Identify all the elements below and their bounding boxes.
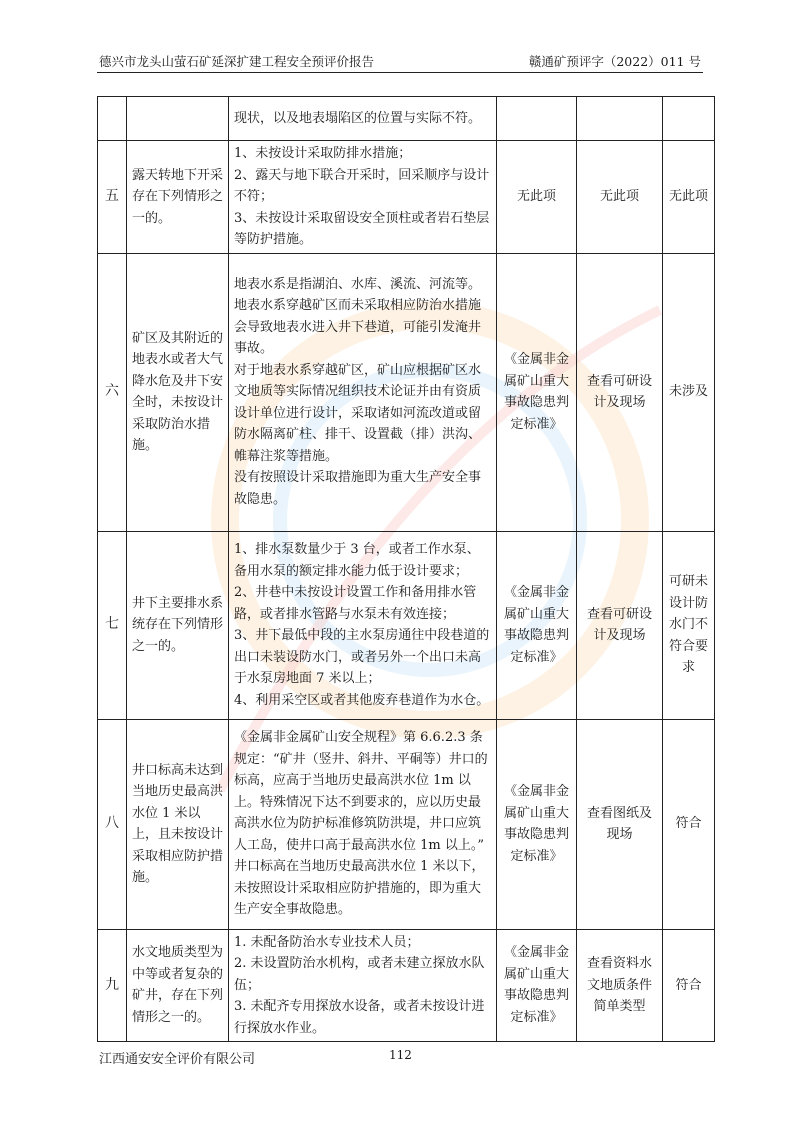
row-item: 井下主要排水系统存在下列情形之一的。 (127, 531, 229, 719)
row-number: 八 (98, 719, 127, 929)
row-content (229, 97, 497, 141)
content-paragraph: 《金属非金属矿山安全规程》第 6.6.2.3 条规定：“矿井（竖井、斜井、平硐等）井口的标高，应高于当地历史最高洪水位 1m 以上。特殊情况下达不到要求的，应以历史最高洪水位为防护标准修筑防洪堤，井口应筑人工岛，使井口高于最高洪水位 1m 以上。” (234, 730, 488, 853)
table-row (98, 97, 715, 141)
row-item: 水文地质类型为中等或者复杂的矿井，存在下列情形之一的。 (127, 929, 229, 1042)
row-method: 查看图纸及现场 (577, 719, 663, 929)
row-number: 七 (98, 531, 127, 719)
row-number: 五 (98, 141, 127, 254)
row-basis: 《金属非金属矿山重大事故隐患判定标准》 (497, 719, 577, 929)
content-paragraph: 对于地表水系穿越矿区，矿山应根据矿区水文地质等实际情况组织技术论证并由有资质设计单位进行设计，采取诸如河流改道或留防水隔离矿柱、排干、设置截（排）洪沟、帷幕注浆等措施。 (234, 362, 482, 464)
report-title: 德兴市龙头山萤石矿延深扩建工程安全预评价报告 (99, 54, 375, 69)
row-method: 查看可研设计及现场 (577, 253, 663, 531)
content-paragraph: 现状，以及地表塌陷区的位置与实际不符。 (234, 110, 482, 126)
row-method: 无此项 (577, 141, 663, 254)
content-paragraph: 1. 未配备防治水专业技术人员； (234, 934, 420, 950)
report-number: 赣通矿预评字（2022）011 号 (528, 54, 701, 69)
company-name: 江西通安安全评价有限公司 (99, 1052, 256, 1067)
row-content (229, 141, 497, 254)
row-content (229, 929, 497, 1042)
content-paragraph: 没有按照设计采取措施即为重大生产安全事故隐患。 (234, 470, 482, 507)
table-row (98, 929, 715, 1042)
row-method (577, 97, 663, 141)
row-content (229, 531, 497, 719)
row-item (127, 97, 229, 141)
row-result: 无此项 (663, 141, 715, 254)
row-result: 符合 (663, 719, 715, 929)
row-result: 未涉及 (663, 253, 715, 531)
row-number: 六 (98, 253, 127, 531)
row-number (98, 97, 127, 141)
hazard-table (97, 96, 715, 1042)
content-paragraph: 3、未按设计采取留设安全顶柱或者岩石垫层等防护措施。 (234, 210, 490, 247)
content-paragraph: 1、未按设计采取防排水措施； (234, 146, 412, 161)
content-paragraph: 地表水系是指湖泊、水库、溪流、河流等。地表水系穿越矿区而未采取相应防治水措施会导致地表水进入井下巷道，可能引发淹井事故。 (234, 276, 482, 357)
row-basis: 无此项 (497, 141, 577, 254)
table-row (98, 141, 715, 254)
row-basis (497, 97, 577, 141)
row-method: 查看可研设计及现场 (577, 531, 663, 719)
row-content (229, 253, 497, 531)
row-item: 露天转地下开采存在下列情形之一的。 (127, 141, 229, 254)
row-item: 井口标高未达到当地历史最高洪水位 1 米以上，且未按设计采取相应防护措施。 (127, 719, 229, 929)
row-basis: 《金属非金属矿山重大事故隐患判定标准》 (497, 531, 577, 719)
row-result: 可研未设计防水门不符合要求 (663, 531, 715, 719)
content-paragraph: 3、井下最低中段的主水泵房通往中段巷道的出口未装设防水门，或者另外一个出口未高于水泵房地面 7 米以上； (234, 628, 490, 686)
content-paragraph: 2. 未设置防治水机构，或者未建立探放水队伍； (234, 956, 485, 993)
row-basis: 《金属非金属矿山重大事故隐患判定标准》 (497, 253, 577, 531)
row-method: 查看资料水文地质条件简单类型 (577, 929, 663, 1042)
content-paragraph: 2、露天与地下联合开采时，回采顺序与设计不符； (234, 167, 490, 204)
content-paragraph: 4、利用采空区或者其他废弃巷道作为水仓。 (234, 692, 490, 708)
content-paragraph: 2、井巷中未按设计设置工作和备用排水管路，或者排水管路与水泵未有效连接； (234, 585, 477, 622)
content-paragraph: 井口标高在当地历史最高洪水位 1 米以下，未按照设计采取相应防护措施的，即为重大生产安全事故隐患。 (234, 859, 485, 918)
row-number: 九 (98, 929, 127, 1042)
table-row (98, 531, 715, 719)
page-header (97, 50, 703, 73)
page-number: 112 (389, 1048, 412, 1062)
row-content (229, 719, 497, 929)
table-row (98, 253, 715, 531)
row-item: 矿区及其附近的地表水或者大气降水危及井下安全时，未按设计采取防治水措施。 (127, 253, 229, 531)
row-result: 符合 (663, 929, 715, 1042)
content-paragraph: 3. 未配齐专用探放水设备，或者未按设计进行探放水作业。 (234, 999, 485, 1036)
row-result (663, 97, 715, 141)
table-row (98, 719, 715, 929)
content-paragraph: 1、排水泵数量少于 3 台，或者工作水泵、备用水泵的额定排水能力低于设计要求； (234, 542, 480, 579)
row-basis: 《金属非金属矿山重大事故隐患判定标准》 (497, 929, 577, 1042)
